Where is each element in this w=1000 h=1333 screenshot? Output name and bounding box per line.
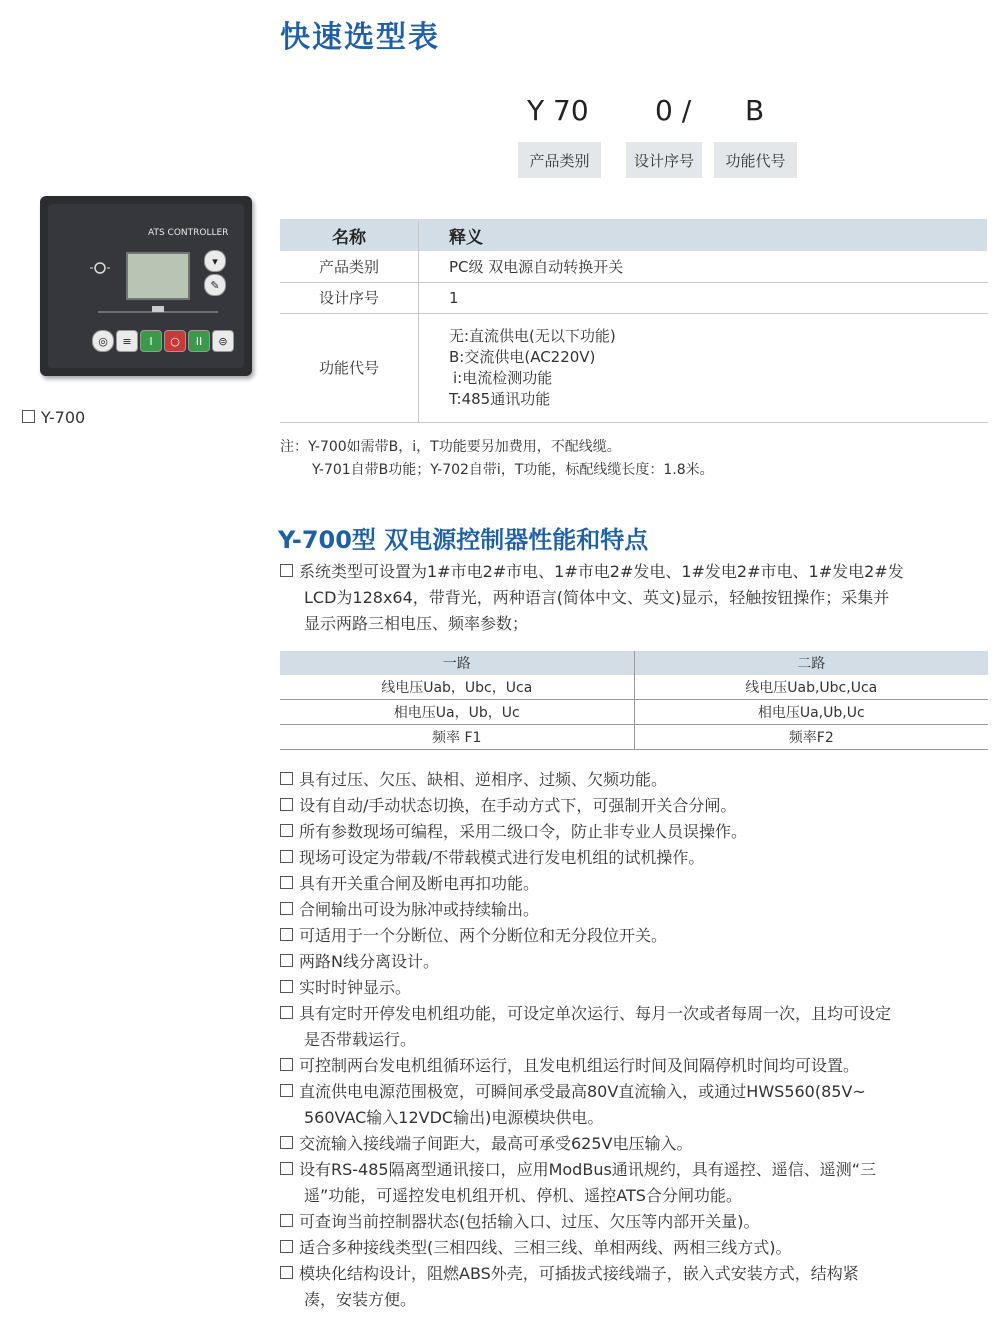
product-caption-text: Y-700 [41, 408, 86, 427]
table-row [280, 251, 988, 282]
spec-header-meaning: 释义 [419, 219, 988, 251]
list-item [280, 949, 990, 975]
code-part-function: B [745, 94, 765, 127]
note-line: Y-701自带B功能；Y-702自带i，T功能，标配线缆长度：1.8米。 [312, 462, 714, 478]
param-header: 二路 [634, 651, 988, 675]
product-caption [22, 408, 85, 427]
checkbox-icon [280, 1214, 293, 1227]
table-row [280, 282, 988, 313]
param-cell: 相电压Ua,Ub,Uc [634, 700, 988, 725]
feature-list [280, 767, 990, 1313]
stop-icon: ○ [164, 330, 186, 352]
mute-icon: ◎ [92, 330, 114, 352]
table-row [280, 313, 988, 422]
checkbox-icon [280, 980, 293, 993]
param-cell: 频率 F1 [280, 725, 634, 750]
spec-cell-name: 设计序号 [280, 282, 419, 313]
feature-text: 实时时钟显示。 [299, 978, 412, 997]
code-box-function: 功能代号 [714, 142, 797, 178]
spec-cell-value: PC级 双电源自动转换开关 [419, 251, 988, 282]
checkbox-icon [280, 954, 293, 967]
spec-cell-function-values [419, 313, 988, 422]
checkbox-icon [280, 902, 293, 915]
code-part-category: Y 70 [527, 94, 589, 127]
code-part-serial: 0 / [655, 94, 692, 127]
list-item [280, 1157, 990, 1209]
switch-diagram-icon [88, 304, 228, 316]
intro-line: 系统类型可设置为1#市电2#市电、1#市电2#发电、1#发电2#市电、1#发电2#发 [299, 562, 904, 581]
list-item [280, 1209, 990, 1235]
device-panel [48, 204, 244, 368]
checkbox-icon [280, 1266, 293, 1279]
list-item [280, 871, 990, 897]
feature-text: 设有自动/手动状态切换，在手动方式下，可强制开关合分闸。 [299, 796, 737, 815]
checkbox-icon [280, 772, 293, 785]
table-row [280, 700, 988, 725]
feature-text-cont: 遥”功能，可遥控发电机组开机、停机、遥控ATS合分闸功能。 [304, 1186, 742, 1205]
list-item [280, 767, 990, 793]
feature-text-cont: 凑，安装方便。 [304, 1290, 417, 1309]
checkbox-icon [280, 798, 293, 811]
spec-header-name: 名称 [280, 219, 419, 251]
close-1-icon: I [140, 330, 162, 352]
checkbox-icon [280, 850, 293, 863]
checkbox-icon [280, 1162, 293, 1175]
alarm-icon [88, 258, 112, 278]
list-item [280, 845, 990, 871]
feature-text: 适合多种接线类型(三相四线、三相三线、单相两线、两相三线方式)。 [299, 1238, 792, 1257]
param-cell: 线电压Uab，Ubc，Uca [280, 675, 634, 700]
wrench-icon: ✎ [204, 274, 226, 296]
checkbox-icon [22, 410, 35, 423]
feature-text: 合闸输出可设为脉冲或持续输出。 [299, 900, 540, 919]
feature-text: 具有开关重合闸及断电再扣功能。 [299, 874, 540, 893]
feature-text: 具有定时开停发电机组功能，可设定单次运行、每月一次或者每周一次，且均可设定 [299, 1004, 892, 1023]
intro-line: LCD为128x64，带背光，两种语言(简体中文、英文)显示，轻触按钮操作；采集并 [304, 588, 890, 607]
feature-text: 交流输入接线端子间距大，最高可承受625V电压输入。 [299, 1134, 693, 1153]
spec-table [280, 219, 988, 423]
feature-text: 直流供电电源范围极宽，可瞬间承受最高80V直流输入，或通过HWS560(85V~ [299, 1082, 866, 1101]
up-icon: ▾ [204, 250, 226, 272]
feature-text: 现场可设定为带载/不带载模式进行发电机组的试机操作。 [299, 848, 705, 867]
device-lcd-screen [126, 252, 190, 300]
function-value: T:485通讯功能 [449, 389, 551, 408]
spec-cell-value: 1 [419, 282, 988, 313]
list-item [280, 793, 990, 819]
feature-text: 所有参数现场可编程，采用二级口令，防止非专业人员误操作。 [299, 822, 748, 841]
list-item [280, 923, 990, 949]
feature-text: 可查询当前控制器状态(包括输入口、过压、欠压等内部开关量)。 [299, 1212, 760, 1231]
list-item [280, 819, 990, 845]
note-line: 注：Y-700如需带B，i，T功能要另加费用，不配线缆。 [280, 439, 621, 455]
code-box-category: 产品类别 [518, 142, 601, 178]
checkbox-icon [280, 1084, 293, 1097]
param-cell: 线电压Uab,Ubc,Uca [634, 675, 988, 700]
checkbox-icon [280, 564, 293, 577]
feature-text-cont: 560VAC输入12VDC输出)电源模块供电。 [304, 1108, 604, 1127]
checkbox-icon [280, 928, 293, 941]
auto-icon: ⊜ [212, 330, 234, 352]
checkbox-icon [280, 1006, 293, 1019]
param-cell: 相电压Ua，Ub，Uc [280, 700, 634, 725]
checkbox-icon [280, 1136, 293, 1149]
spec-cell-name: 产品类别 [280, 251, 419, 282]
checkbox-icon [280, 824, 293, 837]
page-title: 快速选型表 [280, 20, 440, 55]
list-item [280, 1235, 990, 1261]
list-item [280, 1131, 990, 1157]
checkbox-icon [280, 1058, 293, 1071]
param-header: 一路 [280, 651, 634, 675]
feature-text: 具有过压、欠压、缺相、逆相序、过频、欠频功能。 [299, 770, 668, 789]
feature-text: 可适用于一个分断位、两个分断位和无分段位开关。 [299, 926, 668, 945]
device-panel-label: ATS CONTROLLER [148, 228, 229, 238]
list-item [280, 897, 990, 923]
table-row [280, 675, 988, 700]
close-2-icon: II [188, 330, 210, 352]
intro-paragraph [280, 559, 988, 637]
param-cell: 频率F2 [634, 725, 988, 750]
function-value: i:电流检测功能 [453, 368, 553, 387]
section-title: Y-700型 双电源控制器性能和特点 [278, 526, 649, 554]
function-value: 无:直流供电(无以下功能) [449, 326, 616, 345]
list-item [280, 975, 990, 1001]
list-item [280, 1001, 990, 1053]
feature-text: 设有RS-485隔离型通讯接口，应用ModBus通讯规约，具有遥控、遥信、遥测“三 [299, 1160, 877, 1179]
note [280, 436, 714, 482]
feature-text-cont: 是否带载运行。 [304, 1030, 417, 1049]
code-box-serial: 设计序号 [626, 142, 702, 178]
checkbox-icon [280, 1240, 293, 1253]
spec-cell-name: 功能代号 [280, 313, 419, 422]
intro-line: 显示两路三相电压、频率参数； [304, 614, 529, 633]
function-value: B:交流供电(AC220V) [449, 347, 596, 366]
list-item [280, 1261, 990, 1313]
table-row [280, 725, 988, 750]
checkbox-icon [280, 876, 293, 889]
feature-text: 两路N线分离设计。 [299, 952, 439, 971]
device-image [40, 196, 252, 376]
param-table [280, 651, 988, 750]
feature-text: 模块化结构设计，阻燃ABS外壳，可插拔式接线端子，嵌入式安装方式，结构紧 [299, 1264, 859, 1283]
list-item [280, 1079, 990, 1131]
menu-icon: ≡ [116, 330, 138, 352]
feature-text: 可控制两台发电机组循环运行，且发电机组运行时间及间隔停机时间均可设置。 [299, 1056, 860, 1075]
list-item [280, 1053, 990, 1079]
